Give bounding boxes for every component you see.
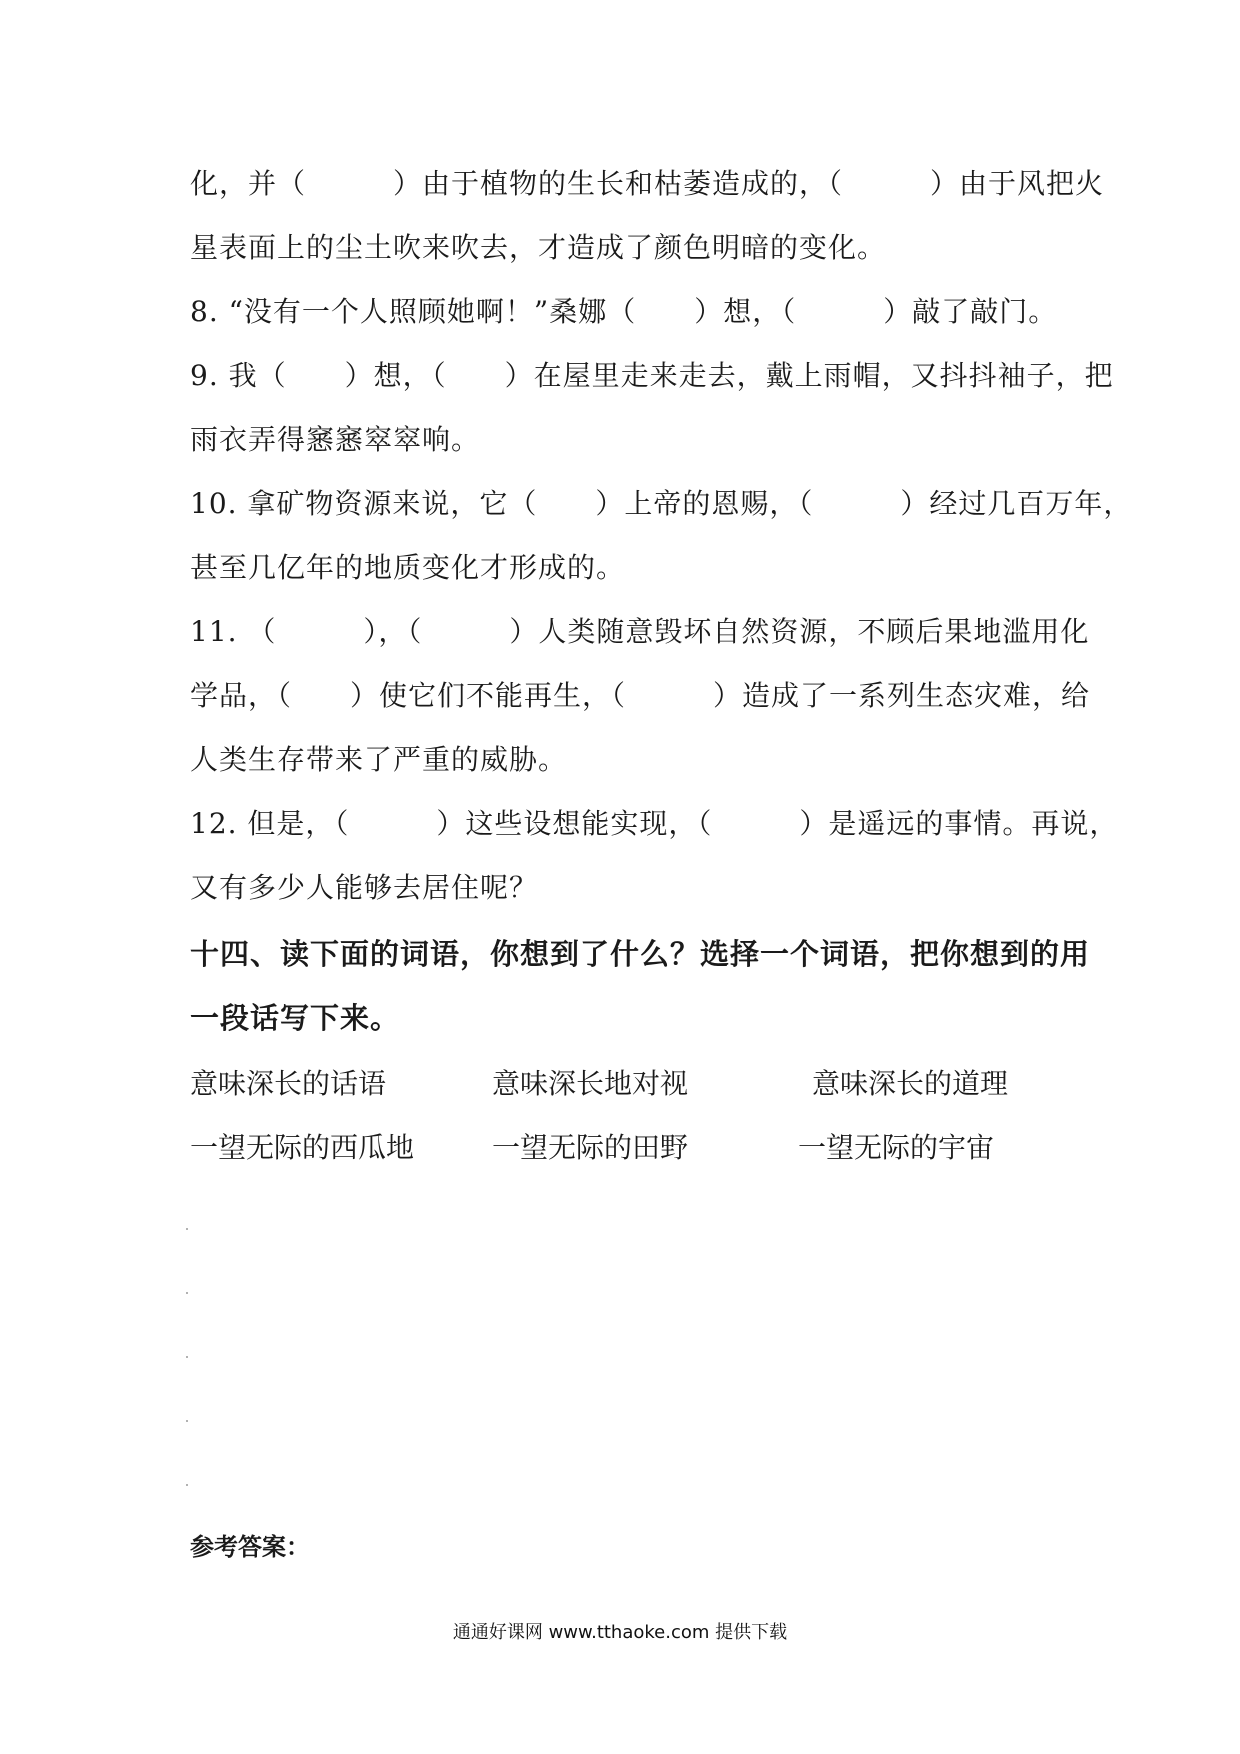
words-row-1 <box>190 1064 1060 1104</box>
word-item: 一望无际的宇宙 <box>798 1131 995 1164</box>
writing-line-mark <box>186 1228 188 1230</box>
q7-line-1: 化，并（ ）由于植物的生长和枯萎造成的，（ ）由于风把火 <box>190 167 1105 200</box>
q11-line-2: 学品，（ ）使它们不能再生，（ ）造成了一系列生态灾难，给 <box>190 679 1091 712</box>
q10-line-2: 甚至几亿年的地质变化才形成的。 <box>190 551 626 584</box>
q9-line-2: 雨衣弄得窸窸窣窣响。 <box>190 423 481 456</box>
q7-line-2: 星表面上的尘土吹来吹去，才造成了颜色明暗的变化。 <box>190 231 887 264</box>
writing-line-mark <box>186 1484 188 1486</box>
writing-line-mark <box>186 1420 188 1422</box>
q10-line-1: 10. 拿矿物资源来说，它（ ）上帝的恩赐，（ ）经过几百万年， <box>190 487 1133 520</box>
footer-credit: 通通好课网 www.tthaoke.com 提供下载 <box>452 1622 788 1643</box>
q8-line-1: 8. “没有一个人照顾她啊！”桑娜（ ）想，（ ）敲了敲门。 <box>190 295 1058 328</box>
section14-heading-line-2: 一段话写下来。 <box>190 1001 401 1035</box>
word-item: 意味深长地对视 <box>492 1067 689 1100</box>
answers-label: 参考答案： <box>190 1532 310 1561</box>
word-item: 意味深长的话语 <box>190 1067 387 1100</box>
q9-line-1: 9. 我（ ）想，（ ）在屋里走来走去，戴上雨帽，又抖抖袖子，把 <box>190 359 1114 392</box>
word-item: 一望无际的西瓜地 <box>190 1131 415 1164</box>
q12-line-2: 又有多少人能够去居住呢？ <box>190 871 539 904</box>
writing-line-mark <box>186 1292 188 1294</box>
word-item: 一望无际的田野 <box>492 1131 689 1164</box>
q12-line-1: 12. 但是，（ ）这些设想能实现，（ ）是遥远的事情。再说， <box>190 807 1119 840</box>
writing-line-mark <box>186 1356 188 1358</box>
section14-heading-line-1: 十四、读下面的词语，你想到了什么？选择一个词语，把你想到的用 <box>190 937 1091 971</box>
q11-line-3: 人类生存带来了严重的威胁。 <box>190 743 568 776</box>
words-row-2 <box>190 1128 1060 1168</box>
q11-line-1: 11. （ ），（ ）人类随意毁坏自然资源，不顾后果地滥用化 <box>190 615 1090 648</box>
word-item: 意味深长的道理 <box>812 1067 1009 1100</box>
